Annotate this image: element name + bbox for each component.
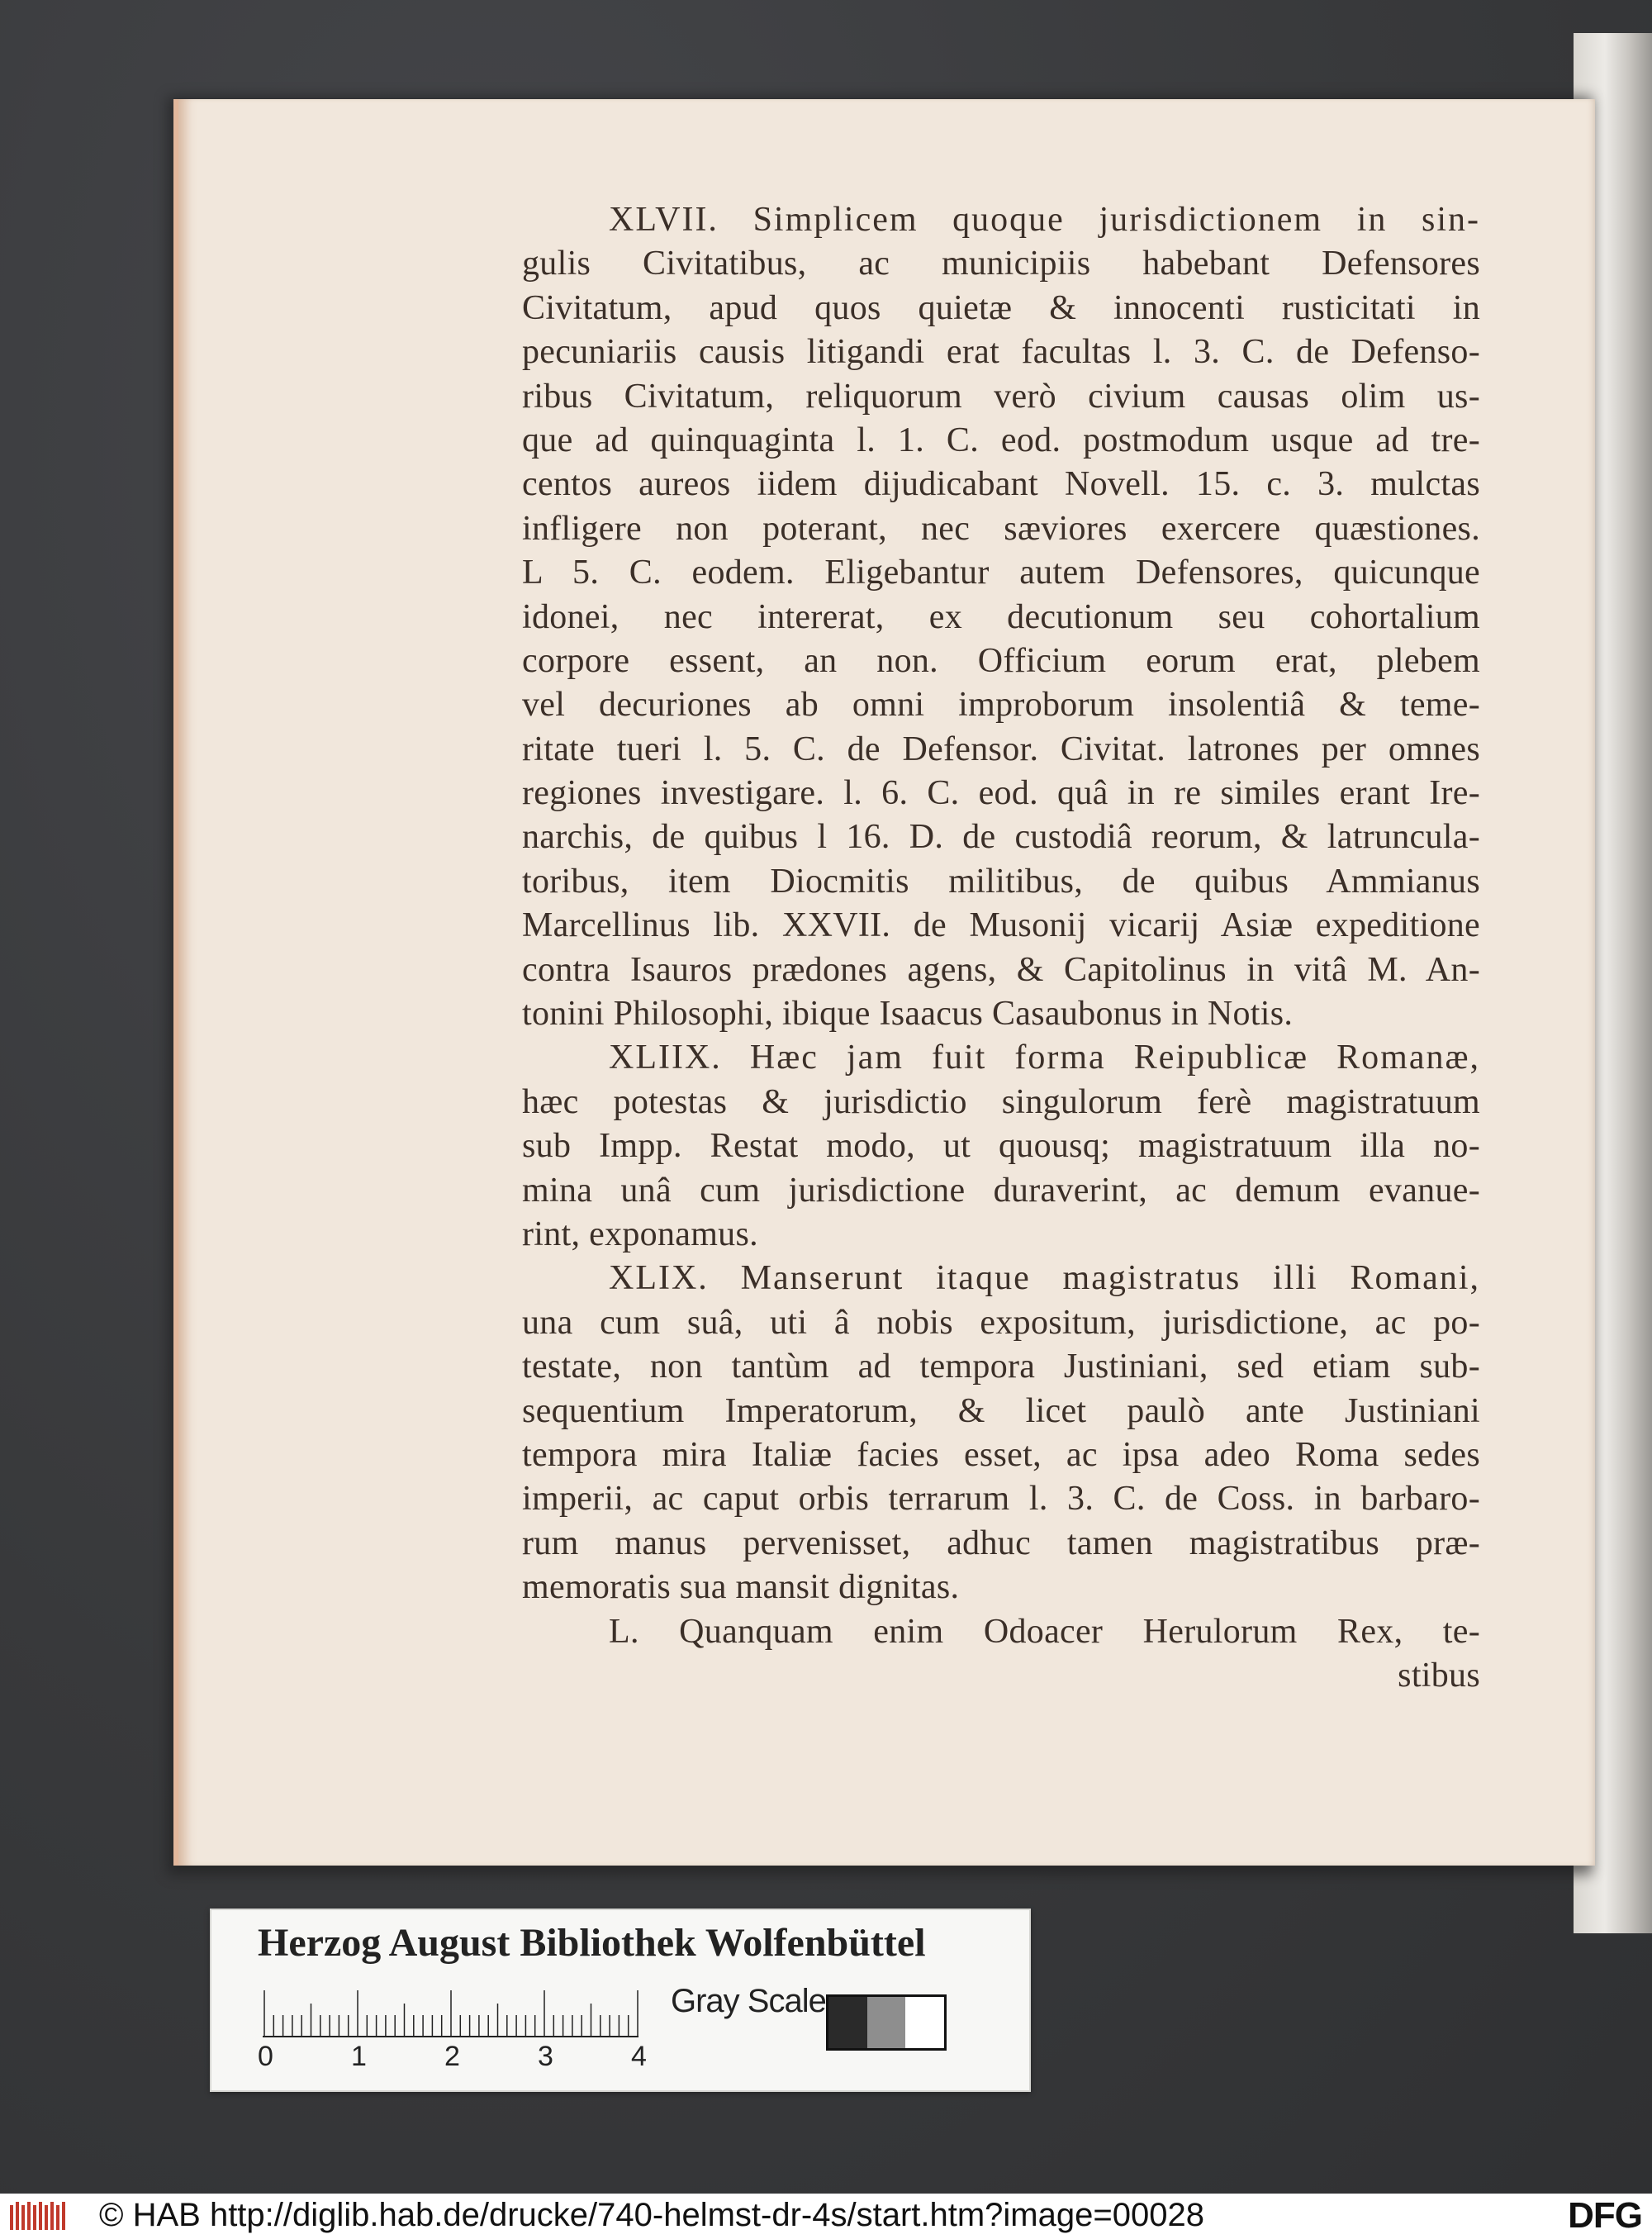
text-line: Civitatum, apud quos quietæ & innocenti rusticitati in	[522, 288, 1480, 327]
ruler-number: 3	[538, 2041, 553, 2072]
footer-bar	[0, 2194, 1652, 2239]
ruler-number: 0	[258, 2041, 273, 2072]
text-line: tonini Philosophi, ibique Isaacus Casaubonus in Notis.	[522, 995, 1294, 1034]
text-line: idonei, nec intererat, ex decutionum seu cohortalium	[522, 597, 1480, 636]
text-line: sub Impp. Restat modo, ut quousq; magistratuum illa no-	[522, 1127, 1480, 1166]
text-line: memoratis sua mansit dignitas.	[522, 1568, 960, 1607]
ruler-number: 4	[631, 2041, 647, 2072]
text-line: contra Isauros prædones agens, & Capitolinus in vitâ M. An-	[522, 950, 1480, 989]
text-line: que ad quinquaginta l. 1. C. eod. postmodum usque ad tre-	[522, 421, 1480, 459]
footer-copyright-url: © HAB http://diglib.hab.de/drucke/740-helmst-dr-4s/start.htm?image=00028	[99, 2197, 1204, 2233]
text-line: pecuniariis causis litigandi erat facultas l. 3. C. de Defenso-	[522, 333, 1480, 372]
text-line: ritate tueri l. 5. C. de Defensor. Civitat. latrones per omnes	[522, 730, 1480, 768]
text-line: L. Quanquam enim Odoacer Herulorum Rex, te-	[609, 1612, 1480, 1651]
gray-scale-swatch	[826, 1994, 947, 2051]
ruler-scale	[263, 1989, 643, 2038]
text-line: narchis, de quibus l 16. D. de custodiâ reorum, & latruncula-	[522, 818, 1480, 857]
gray-swatch	[828, 1997, 867, 2048]
text-line: imperii, ac caput orbis terrarum l. 3. C. de Coss. in barbaro-	[522, 1480, 1480, 1519]
text-line: regiones investigare. l. 6. C. eod. quâ in re similes erant Ire-	[522, 774, 1480, 813]
text-line: toribus, item Diocmitis militibus, de quibus Ammianus	[522, 862, 1480, 901]
gray-swatch	[867, 1997, 906, 2048]
gray-swatch	[905, 1997, 944, 2048]
text-line: L 5. C. eodem. Eligebantur autem Defensores, quicunque	[522, 554, 1480, 592]
text-line: corpore essent, an non. Officium eorum erat, plebem	[522, 641, 1480, 680]
ruler-number: 2	[444, 2041, 460, 2072]
text-line: sequentium Imperatorum, & licet paulò ante Justiniani	[522, 1391, 1480, 1430]
hab-logo-icon	[7, 2200, 71, 2233]
text-line: testate, non tantùm ad tempora Justiniani, sed etiam sub-	[522, 1348, 1480, 1386]
text-line: Marcellinus lib. XXVII. de Musonij vicarij Asiæ expeditione	[522, 906, 1480, 945]
text-line: una cum suâ, uti â nobis expositum, jurisdictione, ac po-	[522, 1303, 1480, 1342]
text-line: centos aureos iidem dijudicabant Novell. 15. c. 3. mulctas	[522, 465, 1480, 504]
page-text	[522, 198, 1480, 1698]
catchword: stibus	[1398, 1656, 1480, 1695]
text-line: ribus Civitatum, reliquorum verò civium causas olim us-	[522, 377, 1480, 416]
text-line: infligere non poterant, nec sæviores exercere quæstiones.	[522, 509, 1480, 548]
text-line: rint, exponamus.	[522, 1215, 758, 1253]
gray-scale-label: Gray Scale	[671, 1983, 826, 2019]
text-line: tempora mira Italiæ facies esset, ac ipsa adeo Roma sedes	[522, 1435, 1480, 1474]
text-line: rum manus pervenisset, adhuc tamen magistratibus præ-	[522, 1524, 1480, 1562]
text-line: mina unâ cum jurisdictione duraverint, ac demum evanue-	[522, 1171, 1480, 1210]
library-label-card	[210, 1909, 1031, 2092]
text-line: gulis Civitatibus, ac municipiis habebant Defensores	[522, 245, 1480, 283]
text-line: XLIIX. Hæc jam fuit forma Reipublicæ Romanæ,	[609, 1039, 1480, 1077]
ruler-number: 1	[351, 2041, 367, 2072]
text-line: XLIX. Manserunt itaque magistratus illi Romani,	[609, 1259, 1480, 1298]
dfg-logo: DFG	[1568, 2195, 1642, 2236]
text-line: hæc potestas & jurisdictio singulorum ferè magistratuum	[522, 1082, 1480, 1121]
library-title: Herzog August Bibliothek Wolfenbüttel	[258, 1921, 926, 1965]
text-line: XLVII. Simplicem quoque jurisdictionem in sin-	[609, 201, 1480, 239]
text-line: vel decuriones ab omni improborum insolentiâ & teme-	[522, 686, 1480, 725]
